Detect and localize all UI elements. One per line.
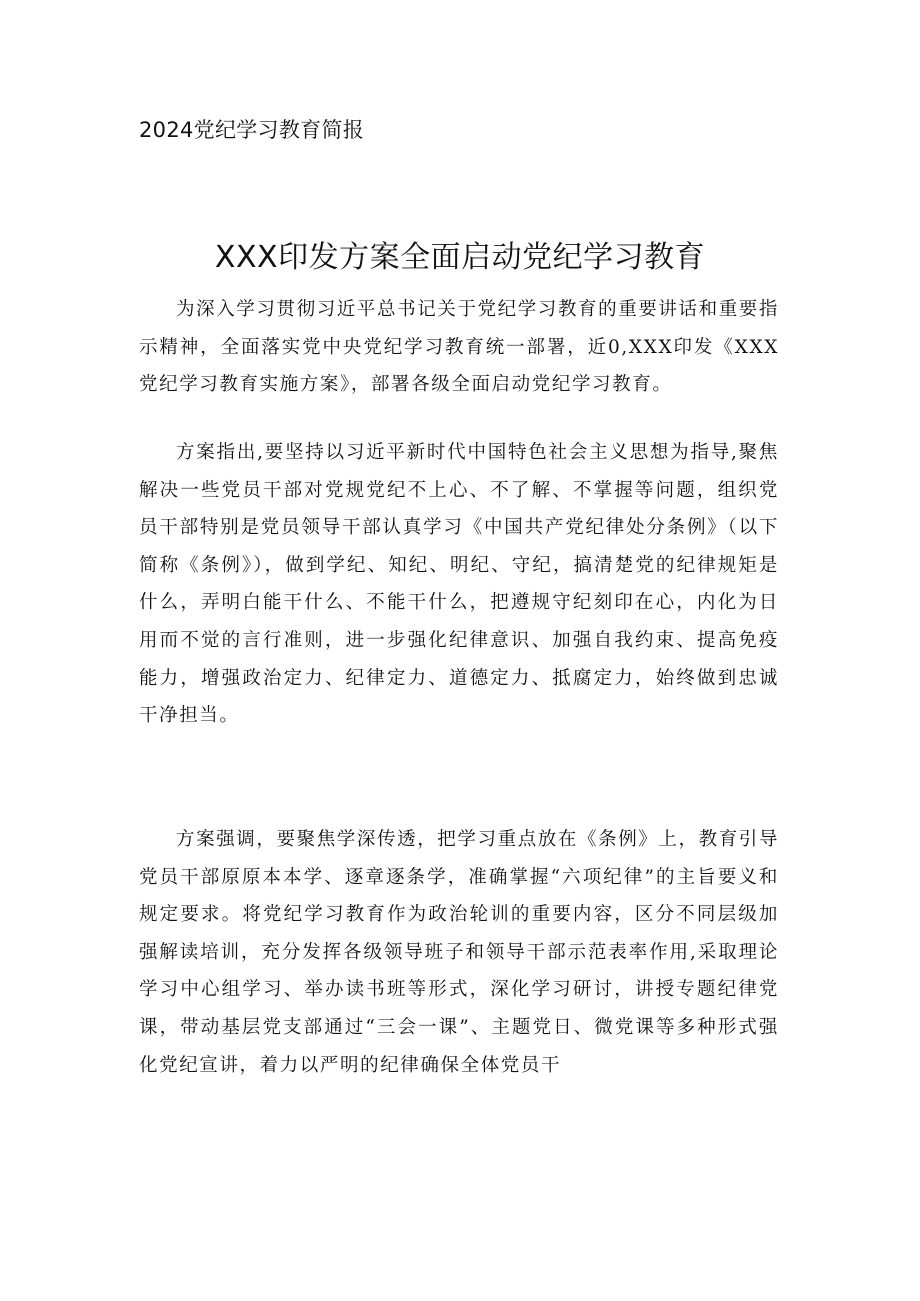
document-title: XXX印发方案全面启动党纪学习教育 bbox=[214, 240, 706, 275]
body-paragraph-1: 为深入学习贯彻习近平总书记关于党纪学习教育的重要讲话和重要指示精神，全面落实党中央党纪学习教育统一部署，近0,XXX印发《XXX党纪学习教育实施方案》，部署各级全面启动党纪学习教育。 bbox=[139, 299, 780, 396]
body-paragraph-3: 方案强调，要聚焦学深传透，把学习重点放在《条例》上，教育引导党员干部原原本本学、逐章逐条学，准确掌握“六项纪律”的主旨要义和规定要求。将党纪学习教育作为政治轮训的重要内容，区分不同层级加强解读培训，充分发挥各级领导班子和领导干部示范表率作用,采取理论学习中心组学习、举办读书班等形式，深化学习研讨，讲授专题纪律党课，带动基层党支部通过“三会一课”、主题党日、微党课等多种形式强化党纪宣讲，着力以严明的纪律确保全体党员干 bbox=[139, 829, 780, 1076]
document-header: 2024党纪学习教育简报 bbox=[139, 118, 365, 142]
body-paragraph-2: 方案指出,要坚持以习近平新时代中国特色社会主义思想为指导,聚焦解决一些党员干部对党规党纪不上心、不了解、不掌握等问题，组织党员干部特别是党员领导干部认真学习《中国共产党纪律处分条例》（以下简称《条例》），做到学纪、知纪、明纪、守纪，搞清楚党的纪律规矩是什么，弄明白能干什么、不能干什么，把遵规守纪刻印在心，内化为日用而不觉的言行准则，进一步强化纪律意识、加强自我约束、提高免疫能力，增强政治定力、纪律定力、道德定力、抵腐定力，始终做到忠诚干净担当。 bbox=[139, 442, 779, 727]
